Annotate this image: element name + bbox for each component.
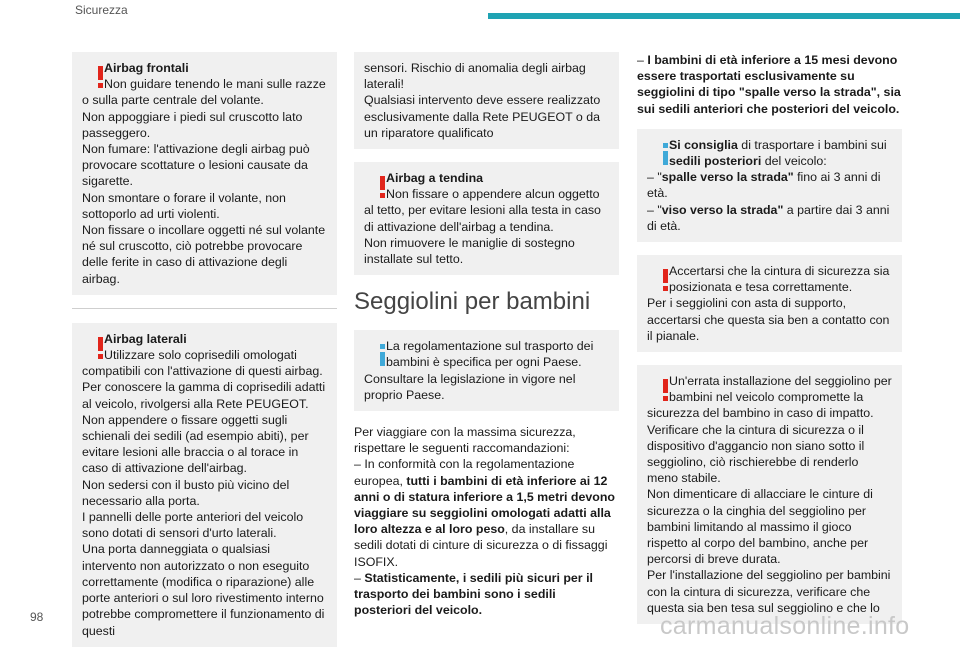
box-title: Airbag a tendina [386,171,484,186]
warning-icon [84,62,96,84]
column-2 [354,52,619,618]
page-number: 98 [30,610,44,624]
info-icon [649,139,661,161]
box-lead: bambini è specifica per ogni Paese. [386,355,582,370]
box-title: Airbag laterali [104,331,187,346]
box-lead: Non fissare o appendere alcun oggetto [386,187,600,202]
box-title: Airbag frontali [104,61,189,75]
list-item: – "viso verso la strada" a partire dai 3 anni di età. [647,202,890,233]
box-lead: La regolamentazione sul trasporto dei [386,339,594,354]
box-lead: posizionata e tesa correttamente. [669,280,853,295]
warning-icon [84,333,96,355]
warning-box-airbag-laterali [72,323,337,647]
box-lead: Un'errata installazione del seggiolino per [669,374,892,389]
warning-box-cintura [637,255,902,352]
column-3 [637,52,902,637]
box-text: al tetto, per evitare lesioni alla testa in caso di attivazione dell'airbag a tendina. Non rimuovere le maniglie di sostegno installate sul tetto. [364,203,601,267]
list-item: – "spalle verso la strada" fino ai 3 anni di età. [647,170,881,201]
warning-box-continued [354,52,619,149]
box-lead: Si consiglia di trasportare i bambini sui [669,137,887,152]
info-box-regolamentazione [354,330,619,411]
info-box-consiglio [637,129,902,242]
warning-icon [649,265,661,287]
column-1 [72,52,337,660]
section-title: Seggiolini per bambini [354,288,591,316]
box-lead: sedili posteriori del veicolo: [669,154,827,169]
box-lead: Utilizzare solo coprisedili omologati [104,348,297,363]
warning-box-airbag-frontali [72,52,337,295]
warning-icon [366,172,378,194]
header-title: Sicurezza [75,3,128,17]
box-text: sensori. Rischio di anomalia degli airbag laterali! Qualsiasi intervento deve essere realizzato esclusivamente dalla Rete PEUGEOT o da un riparatore qualificato [364,61,601,140]
box-text: o sulla parte centrale del volante. Non appoggiare i piedi sul cruscotto lato passeggero. Non fumare: l'attivazione degli airbag può provocare scottature o lesioni causate da sigarette. Non smontare o forare il volante, non sottoporlo ad urti violenti. Non fissare o incollare oggetti né sul volante né sul cruscotto, ciò potrebbe provocare delle ferite in caso di attivazione degli airbag. [82,93,326,286]
box-lead: bambini nel veicolo compromette la [669,390,864,405]
list-item: – I bambini di età inferiore a 15 mesi devono essere trasportati esclusivamente su seggiolini di tipo "spalle verso la strada", sia sui sedili anteriori che posteriori del veicolo. [637,53,901,116]
watermark: carmanualsonline.info [660,612,910,640]
list-item: – Statisticamente, i sedili più sicuri per il trasporto dei bambini sono i sedili posteriori del veicolo. [354,570,593,618]
box-text: Per i seggiolini con asta di supporto, accertarsi che questa sia ben a contatto con il pianale. [647,296,890,343]
warning-box-airbag-tendina [354,162,619,275]
warning-icon [649,375,661,397]
box-lead: Accertarsi che la cintura di sicurezza sia [669,264,890,279]
warning-box-installazione [637,365,902,624]
divider [72,308,337,309]
box-text: Consultare la legislazione in vigore nel proprio Paese. [364,371,576,402]
intro-paragraph [354,424,616,618]
info-icon [366,340,378,362]
box-lead: Non guidare tenendo le mani sulle razze [104,77,326,92]
intro-text: Per viaggiare con la massima sicurezza, rispettare le seguenti raccomandazioni: [354,425,576,456]
box-text: sicurezza del bambino in caso di impatto. Verificare che la cintura di sicurezza o il dispositivo d'aggancio non siano sotto il seggiolino, ciò rischierebbe di renderlo meno stabile. Non dimenticare di allacciare le cinture di sicurezza o la cinghia del seggiolino per bambini limitando al massimo il gioco rispetto al corpo del bambino, anche per percorsi di breve durata. Per l'installazione del seggiolino per bambini con la cintura di sicurezza, verificare che questa sia ben tesa sul seggiolino e che lo [647,406,891,615]
list-item: – In conformità con la regolamentazione europea, tutti i bambini di età inferiore ai 12 anni o di statura inferiore a 1,5 metri devono viaggiare su seggiolini omologati adatti alla loro altezza e al loro peso, da installare su sedili dotati di cinture di sicurezza o di fissaggi ISOFIX. [354,457,615,569]
box-text: compatibili con l'attivazione di questi airbag. Per conoscere la gamma di coprisedili adatti al veicolo, rivolgersi alla Rete PEUGEOT. Non appendere o fissare oggetti sugli schienali dei sedili (ad esempio abiti), per evitare lesioni alle braccia o al torace in caso di attivazione dell'airbag. Non sedersi con il busto più vicino del necessario alla porta. I pannelli delle porte anteriori del veicolo sono dotati di sensori d'urto laterali. Una porta danneggiata o qualsiasi intervento non autorizzato o non eseguito correttamente (modifica o riparazione) alle porte anteriori o sul loro rivestimento interno potrebbe compromettere il funzionamento di questi [82,364,326,638]
header-accent-bar [488,13,960,19]
